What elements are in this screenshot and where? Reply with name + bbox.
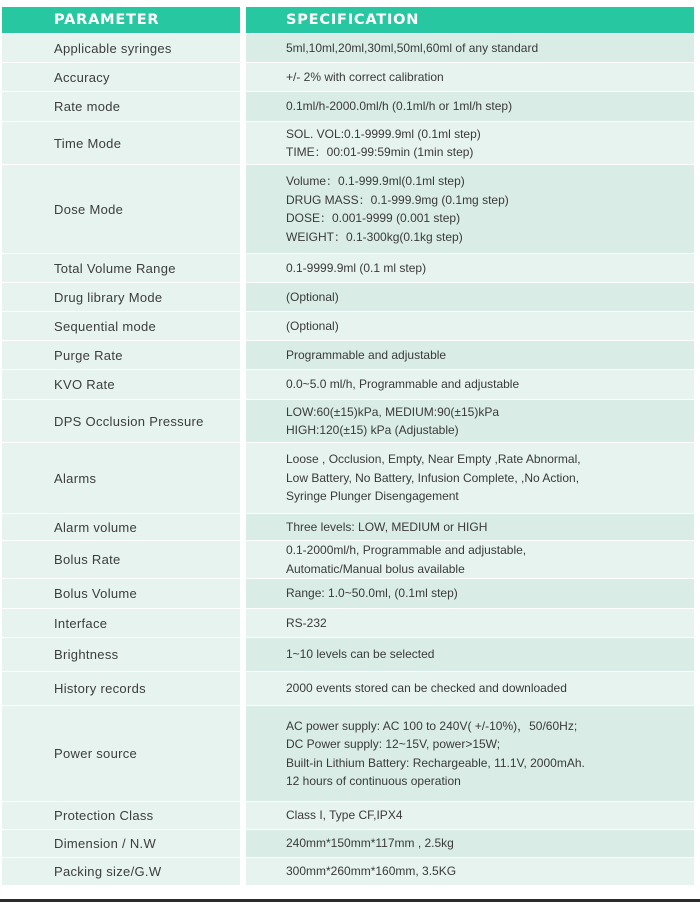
table-row (2, 254, 694, 282)
parameter-cell: Dimension / N.W (2, 830, 246, 857)
specification-line: Automatic/Manual bolus available (286, 561, 465, 576)
table-row (2, 802, 694, 829)
parameter-cell: Dose Mode (2, 165, 246, 253)
specification-line: Built-in Lithium Battery: Rechargeable, 11.1V, 2000mAh. (286, 755, 585, 770)
specification-cell (246, 638, 694, 671)
specification-line: Low Battery, No Battery, Infusion Complete, ,No Action, (286, 470, 580, 485)
table-row (2, 609, 694, 637)
specification-line: RS-232 (286, 615, 327, 630)
specification-cell (246, 341, 694, 369)
parameter-cell: Brightness (2, 638, 246, 671)
table-row (2, 638, 694, 671)
specification-cell (246, 706, 694, 801)
specification-cell (246, 802, 694, 829)
specification-line: (Optional) (286, 289, 339, 304)
parameter-cell: Applicable syringes (2, 34, 246, 62)
parameter-cell: Rate mode (2, 92, 246, 121)
specification-line: Volume：0.1-999.9ml(0.1ml step) (286, 174, 465, 188)
specification-cell (246, 312, 694, 340)
specification-cell (246, 672, 694, 705)
table-row (2, 341, 694, 369)
specification-line: DRUG MASS：0.1-999.9mg (0.1mg step) (286, 192, 509, 207)
specification-cell (246, 283, 694, 311)
table-row (2, 34, 694, 62)
parameter-cell: Alarm volume (2, 514, 246, 540)
specification-line: Range: 1.0~50.0ml, (0.1ml step) (286, 586, 458, 601)
spec-table (2, 6, 694, 886)
specification-line: 0.1ml/h-2000.0ml/h (0.1ml/h or 1ml/h step) (286, 99, 513, 114)
table-row (2, 312, 694, 340)
specification-cell (246, 165, 694, 253)
specification-line: Programmable and adjustable (286, 347, 447, 362)
specification-line: (Optional) (286, 318, 339, 333)
specification-line: AC power supply: AC 100 to 240V( +/-10%)，50/60Hz; (286, 718, 578, 733)
specification-cell (246, 92, 694, 121)
parameter-cell: KVO Rate (2, 370, 246, 399)
specification-line: +/- 2% with correct calibration (286, 69, 444, 84)
parameter-cell: Interface (2, 609, 246, 637)
parameter-cell: Protection Class (2, 802, 246, 829)
header-parameter: PARAMETER (2, 7, 246, 33)
specification-line: 300mm*260mm*160mm, 3.5KG (286, 864, 457, 879)
specification-line: DOSE：0.001-9999 (0.001 step) (286, 211, 461, 225)
specification-line: 5ml,10ml,20ml,30ml,50ml,60ml of any standard (286, 40, 539, 55)
table-row (2, 370, 694, 399)
specification-line: 0.0~5.0 ml/h, Programmable and adjustable (286, 377, 520, 392)
specification-line: HIGH:120(±15) kPa (Adjustable) (286, 423, 459, 437)
specification-cell (246, 830, 694, 857)
table-row (2, 706, 694, 801)
table-row (2, 443, 694, 513)
parameter-cell: Sequential mode (2, 312, 246, 340)
table-row (2, 858, 694, 885)
specification-cell (246, 34, 694, 62)
table-row (2, 165, 694, 253)
specification-line: Three levels: LOW, MEDIUM or HIGH (286, 519, 488, 534)
specification-line: LOW:60(±15)kPa, MEDIUM:90(±15)kPa (286, 404, 500, 419)
table-row (2, 400, 694, 442)
table-row (2, 579, 694, 608)
specification-cell (246, 370, 694, 399)
specification-cell (246, 579, 694, 608)
specification-line: WEIGHT：0.1-300kg(0.1kg step) (286, 229, 463, 244)
table-row (2, 514, 694, 540)
specification-cell (246, 443, 694, 513)
parameter-cell: Total Volume Range (2, 254, 246, 282)
parameter-cell: Time Mode (2, 122, 246, 164)
specification-cell (246, 63, 694, 91)
specification-line: Syringe Plunger Disengagement (286, 489, 459, 504)
parameter-cell: Bolus Volume (2, 579, 246, 608)
table-row (2, 283, 694, 311)
parameter-cell: Drug library Mode (2, 283, 246, 311)
parameter-cell: Alarms (2, 443, 246, 513)
table-row (2, 63, 694, 91)
table-row (2, 122, 694, 164)
parameter-cell: Bolus Rate (2, 541, 246, 578)
specification-line: 2000 events stored can be checked and downloaded (286, 681, 567, 696)
table-row (2, 830, 694, 857)
specification-line: SOL. VOL:0.1-9999.9ml (0.1ml step) (286, 126, 481, 141)
table-row (2, 672, 694, 705)
specification-cell (246, 122, 694, 164)
specification-cell (246, 400, 694, 442)
parameter-cell: Power source (2, 706, 246, 801)
table-row (2, 541, 694, 578)
specification-cell (246, 254, 694, 282)
parameter-cell: Accuracy (2, 63, 246, 91)
specification-cell (246, 541, 694, 578)
specification-line: 1~10 levels can be selected (286, 647, 435, 662)
parameter-cell: Packing size/G.W (2, 858, 246, 885)
header-specification: SPECIFICATION (246, 7, 694, 33)
specification-line: 0.1-2000ml/h, Programmable and adjustable, (286, 543, 527, 557)
table-header-row (2, 7, 694, 33)
table-row (2, 92, 694, 121)
specification-line: 0.1-9999.9ml (0.1 ml step) (286, 260, 427, 275)
specification-cell (246, 858, 694, 885)
specification-line: Loose , Occlusion, Empty, Near Empty ,Rate Abnormal, (286, 452, 581, 467)
specification-line: 12 hours of continuous operation (286, 774, 461, 788)
parameter-cell: Purge Rate (2, 341, 246, 369)
specification-line: TIME：00:01-99:59min (1min step) (286, 145, 474, 159)
specification-line: 240mm*150mm*117mm , 2.5kg (286, 836, 454, 851)
bottom-divider (0, 899, 700, 902)
parameter-cell: History records (2, 672, 246, 705)
specification-line: DC Power supply: 12~15V, power>15W; (286, 737, 501, 751)
spec-table-body (2, 34, 694, 885)
parameter-cell: DPS Occlusion Pressure (2, 400, 246, 442)
specification-line: Class I, Type CF,IPX4 (286, 808, 403, 823)
specification-cell (246, 514, 694, 540)
specification-cell (246, 609, 694, 637)
